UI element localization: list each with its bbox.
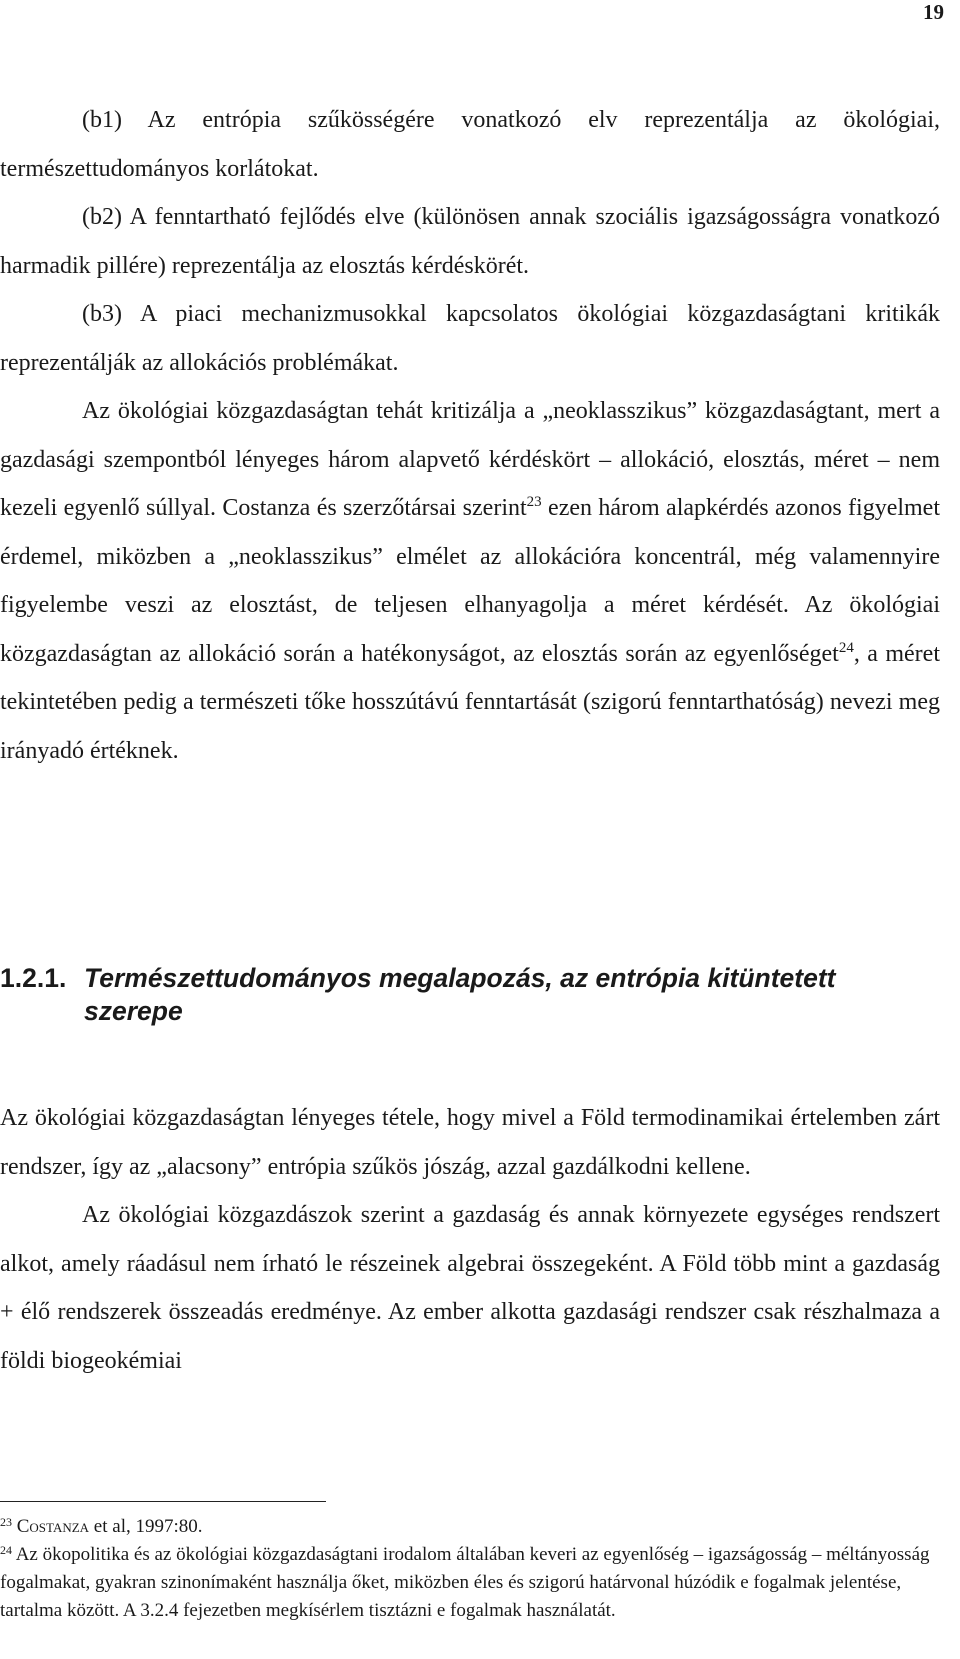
paragraph-system: Az ökológiai közgazdászok szerint a gazdaság és annak környezete egységes rendszert alkot, amely ráadásul nem írható le részeinek algebrai összegeként. A Föld több mint a gazdaság + élő rendszerek összeadás eredménye. Az ember alkotta gazdasági rendszer csak részhalmaza a földi biogeokémiai	[0, 1202, 940, 1374]
paragraph-b2: (b2) A fenntartható fejlődés elve (különösen annak szociális igazságosságra vonatkozó harmadik pillére) reprezentálja az elosztás kérdéskörét.	[0, 204, 940, 279]
section-title-line2: szerepe	[84, 996, 183, 1026]
paragraph-critique-part1: Az ökológiai közgazdaságtan tehát kritizálja a „neoklasszikus” közgazdaságtant, mert a gazdasági szempontból lényeges három alapvető kérdéskört – allokáció, elosztás, méret – nem kezeli egyenlő súllyal. Costanza és szerzőtársai szerint	[0, 398, 940, 521]
section-heading	[0, 962, 940, 1028]
page-number: 19	[923, 0, 944, 24]
bottom-text-block	[0, 1094, 940, 1385]
footnote-23	[0, 1513, 940, 1541]
footnote-24-text: Az ökopolitika és az ökológiai közgazdaságtani irodalom általában keveri az egyenlőség – igazságosság – méltányosság fogalmakat, gyakran szinonímaként használja őket, miközben éles és szigorú határvonal húzódik e fogalmak jelentése, tartalma között. A 3.2.4 fejezetben megkísérlem tisztázni e fogalmak használatát.	[0, 1544, 930, 1621]
paragraph-thermodynamics: Az ökológiai közgazdaságtan lényeges tétele, hogy mivel a Föld termodinamikai értelemben zárt rendszer, így az „alacsony” entrópia szűkös jószág, azzal gazdálkodni kellene.	[0, 1105, 940, 1180]
footnote-23-text: et al, 1997:80.	[89, 1516, 203, 1537]
paragraph-b3: (b3) A piaci mechanizmusokkal kapcsolatos ökológiai közgazdaságtani kritikák reprezentálják az allokációs problémákat.	[0, 301, 940, 376]
footnote-separator	[0, 1501, 326, 1502]
footnote-23-mark: 23	[0, 1515, 12, 1529]
footnote-24-mark: 24	[0, 1543, 12, 1557]
paragraph-critique	[0, 387, 940, 775]
footnote-ref-23[interactable]: 23	[526, 494, 542, 510]
footnotes	[0, 1513, 940, 1625]
top-text-block	[0, 96, 940, 775]
paragraph-critique-part3: , a méret tekintetében pedig a természeti tőke hosszútávú fenntartását (szigorú fenntarthatóság) nevezi meg irányadó értéknek.	[0, 640, 940, 764]
footnote-ref-24[interactable]: 24	[838, 639, 854, 656]
footnote-23-author: Costanza	[16, 1516, 90, 1537]
section-title-line1: Természettudományos megalapozás, az entrópia kitüntetett	[84, 963, 836, 993]
paragraph-b1: (b1) Az entrópia szűkösségére vonatkozó elv reprezentálja az ökológiai, természettudományos korlátokat.	[0, 107, 940, 182]
paragraph-critique-part2: ezen három alapkérdés azonos figyelmet érdemel, miközben a „neoklasszikus” elmélet az allokációra koncentrál, még valamennyire figyelembe veszi az elosztást, de teljesen elhanyagolja a méret kérdését. Az ökológiai közgazdaságtan az allokáció során a hatékonyságot, az elosztás során az egyenlőséget	[0, 495, 940, 667]
footnote-24	[0, 1541, 940, 1625]
section-number: 1.2.1.	[0, 963, 67, 993]
